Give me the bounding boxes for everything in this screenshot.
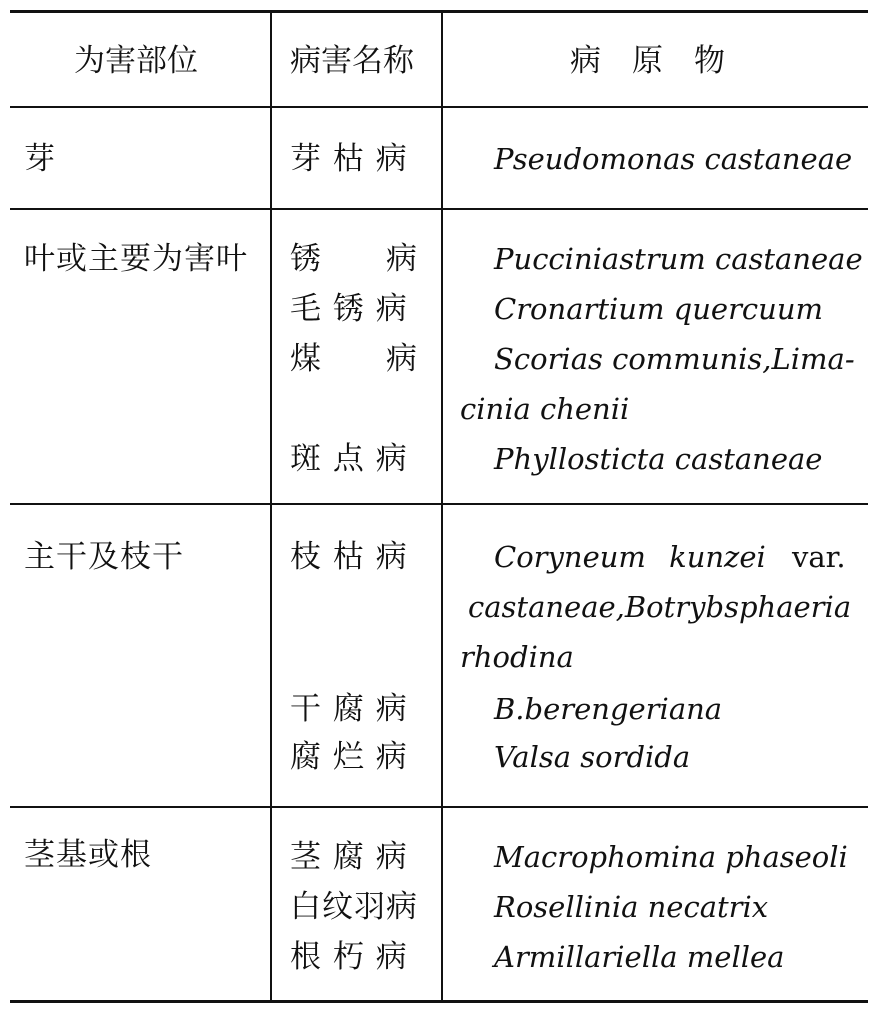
bottom-rule bbox=[10, 1000, 868, 1003]
group-divider bbox=[10, 503, 868, 505]
disease-name: 枝 枯 病 bbox=[290, 539, 408, 575]
disease-name: 毛 锈 病 bbox=[290, 291, 408, 327]
top-rule bbox=[10, 10, 868, 13]
pathogen-name: Pseudomonas castaneae bbox=[494, 142, 853, 176]
disease-name: 锈 病 bbox=[290, 241, 418, 277]
header-disease: 病害名称 bbox=[290, 43, 414, 79]
column-divider bbox=[441, 12, 443, 1002]
part-label: 芽 bbox=[24, 141, 56, 177]
part-label: 叶或主要为害叶 bbox=[24, 241, 248, 277]
disease-name: 煤 病 bbox=[290, 341, 418, 377]
column-divider bbox=[270, 12, 272, 1002]
header-rule bbox=[10, 106, 868, 108]
part-label: 主干及枝干 bbox=[24, 539, 184, 575]
disease-name: 根 朽 病 bbox=[290, 939, 408, 975]
group-divider bbox=[10, 806, 868, 808]
pathogen-name: Pucciniastrum castaneae bbox=[494, 242, 863, 276]
disease-name: 白纹羽病 bbox=[290, 889, 418, 925]
pathogen-name: Macrophomina phaseoli bbox=[494, 840, 848, 874]
disease-name: 茎 腐 病 bbox=[290, 839, 408, 875]
pathogen-name-line: cinia chenii bbox=[460, 392, 630, 426]
disease-name: 芽 枯 病 bbox=[290, 141, 408, 177]
pathogen-name: Armillariella mellea bbox=[494, 940, 785, 974]
header-pathogen: 病 原 物 bbox=[570, 43, 725, 79]
pathogen-name-line: Scorias communis,Lima- bbox=[494, 342, 855, 376]
part-label: 茎基或根 bbox=[24, 837, 152, 873]
disease-name: 干 腐 病 bbox=[290, 691, 408, 727]
pathogen-name: Phyllosticta castaneae bbox=[494, 442, 823, 476]
pathogen-name: Valsa sordida bbox=[494, 740, 691, 774]
pathogen-name: Cronartium quercuum bbox=[494, 292, 824, 326]
group-divider bbox=[10, 208, 868, 210]
disease-name: 腐 烂 病 bbox=[290, 739, 408, 775]
pathogen-name: B.berengeriana bbox=[494, 692, 723, 726]
header-part: 为害部位 bbox=[74, 43, 198, 79]
pathogen-name: Rosellinia necatrix bbox=[494, 890, 769, 924]
pathogen-name-line: Coryneum kunzei bbox=[494, 540, 766, 574]
disease-name: 斑 点 病 bbox=[290, 441, 408, 477]
pathogen-name-line: var. bbox=[792, 540, 846, 574]
pathogen-name-line: castaneae,Botrybsphaeria bbox=[468, 590, 852, 624]
pathogen-name-line: rhodina bbox=[460, 640, 574, 674]
